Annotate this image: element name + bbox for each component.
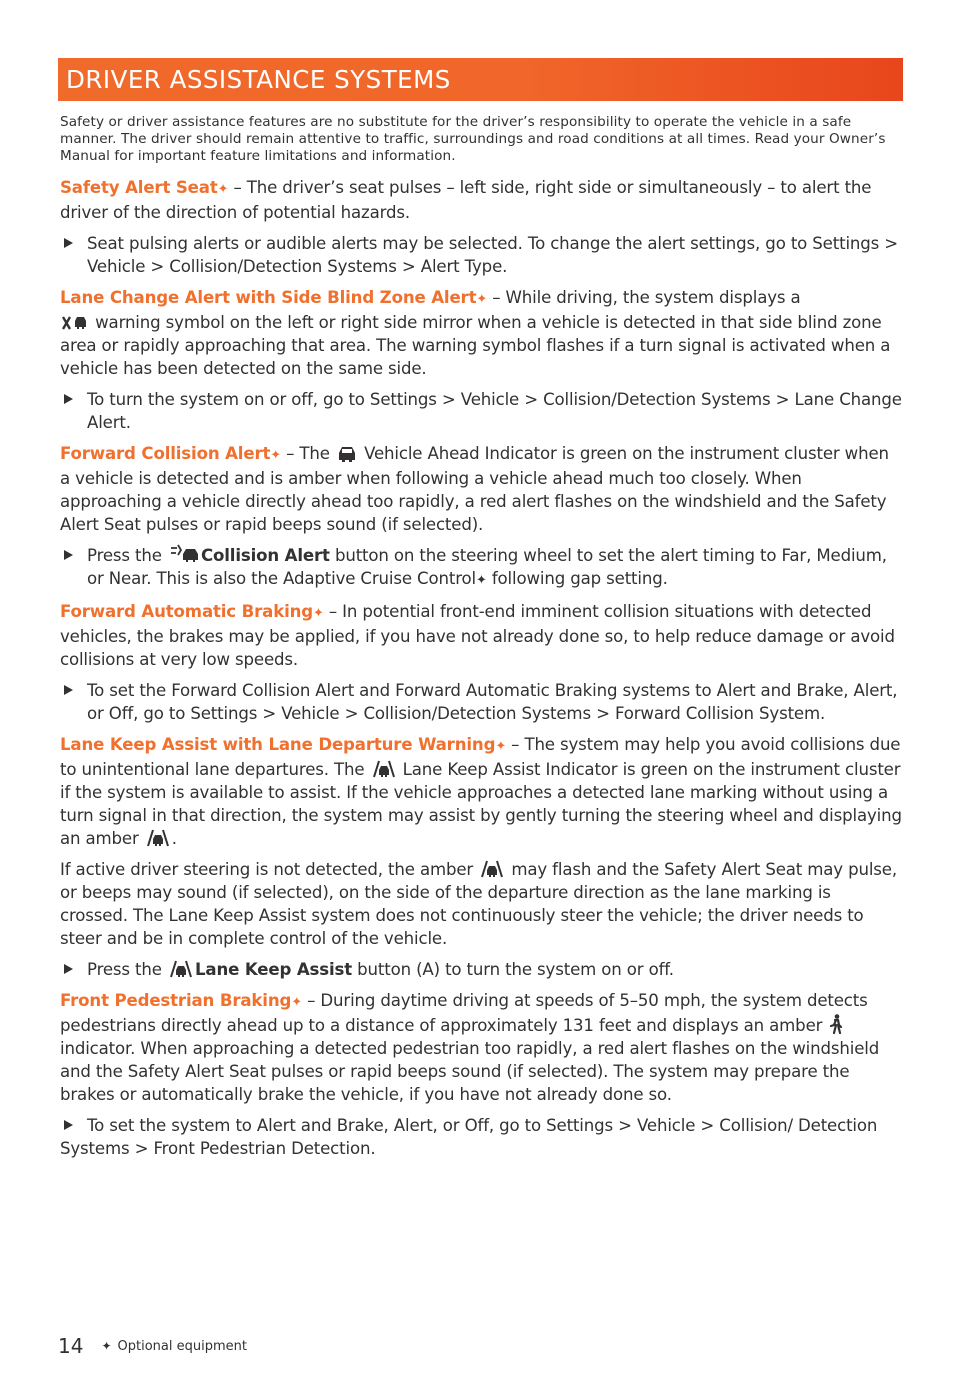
optional-star-icon: ✦ xyxy=(101,1339,112,1353)
bullet-arrow-icon xyxy=(64,394,73,404)
lane-change-alert-paragraph: Lane Change Alert with Side Blind Zone Alert✦ – While driving, the system displays a warning symbol on the left or right side mirror when a vehicle is detected in that side blind zone area or rapidly approaching that area. The warning symbol flashes if a turn signal is activated when a vehicle has been detected on the same side. xyxy=(60,288,891,378)
list-item: Press the Collision Alert button on the steering wheel to set the alert timing to Far, Medium, or Near. This is also the Adaptive Cruise Control✦ following gap setting. xyxy=(60,544,902,592)
optional-star-icon: ✦ xyxy=(270,448,282,463)
optional-star-icon: ✦ xyxy=(475,573,487,588)
bullet-arrow-icon xyxy=(64,964,73,974)
lane-keep-assist-icon xyxy=(480,860,504,878)
safety-alert-seat-paragraph: Safety Alert Seat✦ – The driver’s seat pulses – left side, right side or simultaneously – to alert the driver of the direction of potential hazards. xyxy=(60,178,872,222)
section-banner xyxy=(58,58,903,101)
bullet-arrow-icon xyxy=(64,238,73,248)
optional-star-icon: ✦ xyxy=(217,182,229,197)
list-item: To set the system to Alert and Brake, Alert, or Off, go to Settings > Vehicle > Collision/ Detection Systems > Front Pedestrian Detection. xyxy=(60,1116,878,1158)
lane-keep-assist-icon xyxy=(372,760,396,778)
section-heading: Lane Change Alert with Side Blind Zone Alert xyxy=(60,288,477,307)
bullet-arrow-icon xyxy=(64,550,73,560)
list-item: Press the Lane Keep Assist button (A) to turn the system on or off. xyxy=(60,958,902,981)
section-heading: Lane Keep Assist with Lane Departure Warning xyxy=(60,735,496,754)
intro-text: Safety or driver assistance features are no substitute for the driver’s responsibility to operate the vehicle in a safe manner. The driver should remain attentive to traffic, surroundings and road conditions at all times. Read your Owner’s Manual for important feature limitations and information. xyxy=(60,114,886,164)
collision-alert-button-label: Collision Alert xyxy=(200,546,330,565)
optional-equipment-note: Optional equipment xyxy=(117,1338,247,1354)
collision-alert-icon xyxy=(169,544,199,564)
page-title: DRIVER ASSISTANCE SYSTEMS xyxy=(66,65,451,94)
list-item: To set the Forward Collision Alert and Forward Automatic Braking systems to Alert and Brake, Alert, or Off, go to Settings > Vehicle > Collision/Detection Systems > Forward Collision System. xyxy=(60,679,902,725)
optional-star-icon: ✦ xyxy=(291,995,302,1010)
pedestrian-icon xyxy=(829,1014,843,1034)
section-heading: Front Pedestrian Braking xyxy=(60,991,292,1010)
bullet-arrow-icon xyxy=(64,685,73,695)
list-item: To turn the system on or off, go to Settings > Vehicle > Collision/Detection Systems > Lane Change Alert. xyxy=(60,388,902,434)
lane-keep-assist-icon xyxy=(146,829,170,847)
main-content xyxy=(60,114,902,1168)
optional-star-icon: ✦ xyxy=(476,292,488,307)
page-number: 14 xyxy=(58,1334,84,1358)
list-item: Seat pulsing alerts or audible alerts may be selected. To change the alert settings, go to Settings > Vehicle > Collision/Detection Systems > Alert Type. xyxy=(60,232,902,278)
section-heading: Forward Automatic Braking xyxy=(60,602,314,621)
optional-star-icon: ✦ xyxy=(313,606,324,621)
vehicle-ahead-icon xyxy=(337,446,357,462)
bullet-arrow-icon xyxy=(64,1120,73,1130)
section-heading: Safety Alert Seat xyxy=(60,178,218,197)
lane-keep-assist-paragraph-2: If active driver steering is not detected, the amber may flash and the Safety Alert Seat may pulse, or beeps may sound (if selected), on the side of the departure direction as the lane marking is crossed. The Lane Keep Assist system does not continuously steer the vehicle; the driver needs to steer and be in complete control of the vehicle. xyxy=(60,860,897,948)
lane-keep-assist-button-label: Lane Keep Assist xyxy=(194,960,353,979)
lane-keep-assist-icon xyxy=(169,960,193,978)
optional-star-icon: ✦ xyxy=(495,739,507,754)
forward-collision-alert-paragraph: Forward Collision Alert✦ – The Vehicle Ahead Indicator is green on the instrument cluster when a vehicle is detected and is amber when following a vehicle ahead much too closely. When approaching a vehicle directly ahead too rapidly, a red alert flashes on the windshield and the Safety Alert Seat pulses or rapid beeps sound (if selected). xyxy=(60,444,889,534)
page-footer xyxy=(58,1334,247,1358)
section-heading: Forward Collision Alert xyxy=(60,444,271,463)
forward-automatic-braking-paragraph: Forward Automatic Braking✦ – In potential front-end imminent collision situations with detected vehicles, the brakes may be applied, if you have not already done so, to help reduce damage or avoid collisions at very low speeds. xyxy=(60,602,895,669)
lane-keep-assist-paragraph: Lane Keep Assist with Lane Departure Warning✦ – The system may help you avoid collisions due to unintentional lane departures. The Lane Keep Assist Indicator is green on the instrument cluster if the system is available to assist. If the vehicle approaches a detected lane marking without using a turn signal in that direction, the system may assist by gently turning the steering wheel and displaying an amber . xyxy=(60,735,902,848)
front-pedestrian-braking-paragraph: Front Pedestrian Braking✦ – During daytime driving at speeds of 5–50 mph, the system detects pedestrians directly ahead up to a distance of approximately 131 feet and displays an amber indicator. When approaching a detected pedestrian too rapidly, a red alert flashes on the windshield and the Safety Alert Seat pulses or rapid beeps sound (if selected). The system may prepare the brakes or automatically brake the vehicle, if you have not already done so. xyxy=(60,991,880,1104)
side-blind-zone-icon xyxy=(62,315,88,331)
